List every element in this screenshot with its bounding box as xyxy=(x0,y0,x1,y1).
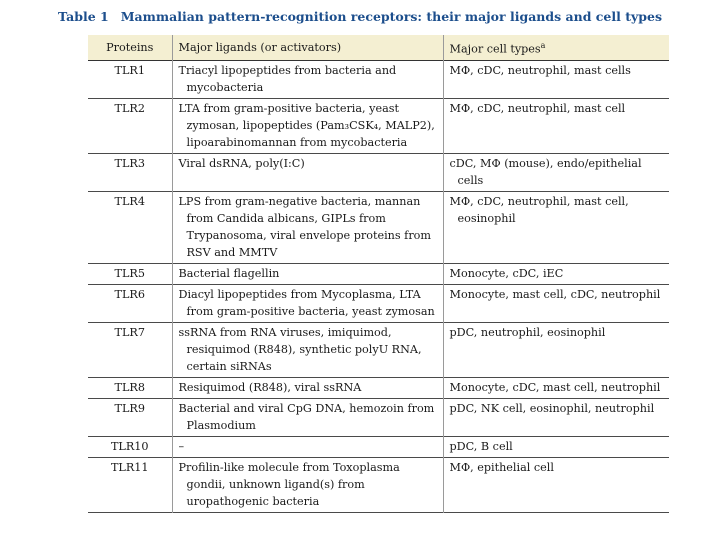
header-ligands: Major ligands (or activators) xyxy=(172,35,443,60)
cells-cell-text: pDC, neutrophil, eosinophil xyxy=(449,325,606,339)
ligands-cell-text: LTA from gram-positive bacteria, yeast zymosan, lipopeptides (Pam₃CSK₄, MALP2), lipoarabinomannan from mycobacteria xyxy=(178,101,435,149)
ligands-cell xyxy=(172,377,443,398)
protein-cell xyxy=(88,377,172,398)
table-row xyxy=(88,60,669,98)
ligands-cell-text: – xyxy=(178,439,185,453)
protein-cell xyxy=(88,284,172,322)
protein-cell-text: TLR4 xyxy=(114,194,145,208)
protein-cell xyxy=(88,263,172,284)
cells-cell xyxy=(443,398,669,436)
table-row xyxy=(88,284,669,322)
ligands-cell-text: LPS from gram-negative bacteria, mannan from Candida albicans, GIPLs from Trypanosoma, viral envelope proteins from RSV and MMTV xyxy=(178,194,432,259)
cells-cell xyxy=(443,436,669,457)
table-row xyxy=(88,377,669,398)
ligands-cell xyxy=(172,436,443,457)
protein-cell xyxy=(88,98,172,153)
protein-cell xyxy=(88,457,172,512)
cells-cell xyxy=(443,377,669,398)
protein-cell-text: TLR7 xyxy=(114,325,145,339)
cells-cell xyxy=(443,457,669,512)
protein-cell-text: TLR1 xyxy=(114,63,145,77)
table-row xyxy=(88,191,669,263)
ligands-cell-text: Bacterial flagellin xyxy=(178,266,280,280)
table-body xyxy=(88,60,669,512)
ligands-cell xyxy=(172,284,443,322)
ligands-cell-text: Bacterial and viral CpG DNA, hemozoin from Plasmodium xyxy=(178,401,435,432)
cells-cell xyxy=(443,153,669,191)
table-row xyxy=(88,398,669,436)
table-row xyxy=(88,153,669,191)
header-cells-footnote: a xyxy=(540,41,546,50)
protein-cell-text: TLR11 xyxy=(110,460,149,474)
protein-cell-text: TLR5 xyxy=(114,266,145,280)
cells-cell-text: MΦ, cDC, neutrophil, mast cell xyxy=(449,101,626,115)
ligands-cell-text: Resiquimod (R848), viral ssRNA xyxy=(178,380,362,394)
cells-cell-text: cDC, MΦ (mouse), endo/epithelial cells xyxy=(449,156,642,187)
protein-cell xyxy=(88,436,172,457)
receptor-table xyxy=(88,35,669,513)
cells-cell-text: MΦ, cDC, neutrophil, mast cell, eosinophil xyxy=(449,194,629,225)
cells-cell-text: MΦ, cDC, neutrophil, mast cells xyxy=(449,63,631,77)
ligands-cell xyxy=(172,60,443,98)
protein-cell xyxy=(88,191,172,263)
table-row xyxy=(88,436,669,457)
cells-cell-text: Monocyte, mast cell, cDC, neutrophil xyxy=(449,287,661,301)
cells-cell-text: pDC, NK cell, eosinophil, neutrophil xyxy=(449,401,655,415)
cells-cell xyxy=(443,284,669,322)
protein-cell-text: TLR3 xyxy=(114,156,145,170)
ligands-cell xyxy=(172,191,443,263)
table-header-row xyxy=(88,35,669,60)
ligands-cell xyxy=(172,263,443,284)
cells-cell xyxy=(443,60,669,98)
protein-cell-text: TLR6 xyxy=(114,287,145,301)
ligands-cell-text: Viral dsRNA, poly(I:C) xyxy=(178,156,305,170)
ligands-cell xyxy=(172,153,443,191)
cells-cell-text: Monocyte, cDC, iEC xyxy=(449,266,564,280)
protein-cell-text: TLR8 xyxy=(114,380,145,394)
table-row xyxy=(88,98,669,153)
ligands-cell xyxy=(172,457,443,512)
ligands-cell-text: ssRNA from RNA viruses, imiquimod, resiquimod (R848), synthetic polyU RNA, certain siRNAs xyxy=(178,325,422,373)
header-cells-text: Major cell types xyxy=(449,42,541,56)
ligands-cell xyxy=(172,398,443,436)
table-row xyxy=(88,263,669,284)
cells-cell-text: pDC, B cell xyxy=(449,439,513,453)
table-row xyxy=(88,457,669,512)
table-row xyxy=(88,322,669,377)
cells-cell xyxy=(443,263,669,284)
cells-cell-text: MΦ, epithelial cell xyxy=(449,460,554,474)
protein-cell xyxy=(88,322,172,377)
table-title xyxy=(0,9,720,24)
ligands-cell xyxy=(172,98,443,153)
ligands-cell-text: Diacyl lipopeptides from Mycoplasma, LTA from gram-positive bacteria, yeast zymosan xyxy=(178,287,435,318)
table-title-label: Table 1 xyxy=(58,9,109,24)
header-cells xyxy=(443,35,669,60)
ligands-cell xyxy=(172,322,443,377)
protein-cell-text: TLR2 xyxy=(114,101,145,115)
cells-cell xyxy=(443,98,669,153)
protein-cell xyxy=(88,398,172,436)
protein-cell-text: TLR10 xyxy=(110,439,149,453)
ligands-cell-text: Profilin-like molecule from Toxoplasma gondii, unknown ligand(s) from uropathogenic bacteria xyxy=(178,460,400,508)
protein-cell xyxy=(88,153,172,191)
cells-cell-text: Monocyte, cDC, mast cell, neutrophil xyxy=(449,380,661,394)
protein-cell-text: TLR9 xyxy=(114,401,145,415)
cells-cell xyxy=(443,191,669,263)
table-title-text: Mammalian pattern-recognition receptors: their major ligands and cell types xyxy=(120,9,662,24)
cells-cell xyxy=(443,322,669,377)
protein-cell xyxy=(88,60,172,98)
header-proteins: Proteins xyxy=(88,35,172,60)
ligands-cell-text: Triacyl lipopeptides from bacteria and mycobacteria xyxy=(178,63,397,94)
